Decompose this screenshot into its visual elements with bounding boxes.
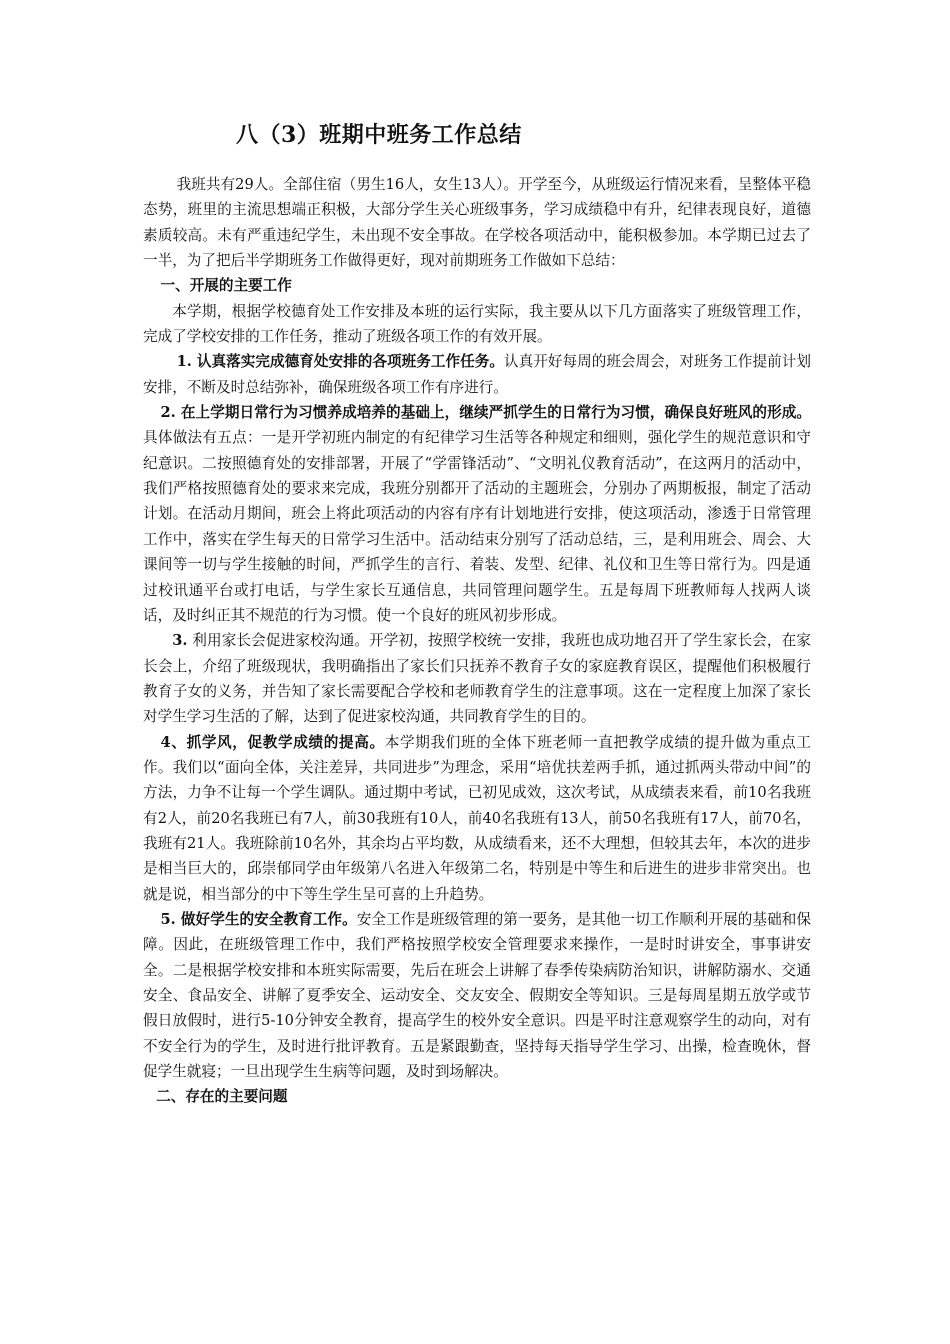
item-5-text: 安全工作是班级管理的第一要务，是其他一切工作顺利开展的基础和保障。因此，在班级管理工作中，我们严格按照学校安全管理要求来操作，一是时时讲安全，事事讲安全。二是根据学校安排和本班实际需要，先后在班会上讲解了春季传染病防治知识，讲解防溺水、交通安全、食品安全、讲解了夏季安全、运动安全、交友安全、假期安全等知识。三是每周星期五放学或节假日放假时，进行5-10分钟安全教育，提高学生的校外安全意识。四是平时注意观察学生的动向，对有不安全行为的学生，及时进行批评教育。五是紧跟勤查，坚持每天指导学生学习、出操，检查晚休，督促学生就寝；一旦出现学生生病等问题，及时到场解决。 <box>143 910 811 1081</box>
intro-paragraph: 我班共有29人。全部住宿（男生16人，女生13人）。开学至今，从班级运行情况来看，呈整体平稳态势，班里的主流思想端正积极，大部分学生关心班级事务，学习成绩稳中有升，纪律表现良好，道德素质较高。未有严重违纪学生，未出现不安全事故。在学校各项活动中，能积极参加。本学期已过去了一半，为了把后半学期班务工作做得更好，现对前期班务工作做如下总结： <box>143 176 811 270</box>
item-2-text: 具体做法有五点：一是开学初班内制定的有纪律学习生活等各种规定和细则，强化学生的规范意识和守纪意识。二按照德育处的安排部署，开展了“学雷锋活动”、“文明礼仪教育活动”，在这两月的活动中，我们严格按照德育处的要求来完成，我班分别都开了活动的主题班会，分别办了两期板报，制定了活动计划。在活动月期间，班会上将此项活动的内容有序有计划地进行安排，使这项活动，渗透于日常管理工作中，落实在学生每天的日常学习生活中。活动结束分别写了活动总结，三，是利用班会、周会、大课间等一切与学生接触的时间，严抓学生的言行、着装、发型、纪律、礼仪和卫生等日常行为。四是通过校讯通平台或打电话，与学生家长互通信息，共同管理问题学生。五是每周下班教师每人找两人谈话，及时纠正其不规范的行为习惯。使一个良好的班风初步形成。 <box>143 429 811 624</box>
item-3-text: 利用家长会促进家校沟通。开学初，按照学校统一安排，我班也成功地召开了学生家长会，在家长会上，介绍了班级现状，我明确指出了家长们只抚养不教育子女的家庭教育误区，提醒他们积极履行教育子女的义务，并告知了家长需要配合学校和老师教育学生的注意事项。这在一定程度上加深了家长对学生学习生活的了解，达到了促进家校沟通，共同教育学生的目的。 <box>143 632 811 726</box>
item-2-paragraph <box>143 400 811 628</box>
item-4-paragraph <box>143 730 811 907</box>
item-2-lead: 2. 在上学期日常行为习惯养成培养的基础上，继续严抓学生的日常行为习惯，确保良好班风的形成。 <box>160 404 811 422</box>
item-1-text: 认真开好每周的班会周会，对班务工作提前计划安排，不断及时总结弥补，确保班级各项工作有序进行。 <box>143 353 811 396</box>
item-3-lead: 3. <box>172 632 188 650</box>
item-4-lead: 4、抓学风，促教学成绩的提高。 <box>160 733 385 751</box>
item-1-paragraph <box>143 349 811 400</box>
section-heading-main-work: 一、开展的主要工作 <box>160 277 292 295</box>
section1-intro-paragraph: 本学期，根据学校德育处工作安排及本班的运行实际，我主要从以下几方面落实了班级管理工作，完成了学校安排的工作任务，推动了班级各项工作的有效开展。 <box>143 302 811 346</box>
item-5-lead: 5. 做好学生的安全教育工作。 <box>160 910 357 928</box>
item-3-paragraph <box>143 628 811 729</box>
item-5-paragraph <box>143 907 811 1084</box>
item-1-lead: 1. 认真落实完成德育处安排的各项班务工作任务。 <box>176 353 504 371</box>
section-heading-problems: 二、存在的主要问题 <box>156 1088 288 1106</box>
document-body <box>143 172 811 1110</box>
document-title: 八（3）班期中班务工作总结 <box>236 122 522 148</box>
item-4-text: 本学期我们班的全体下班老师一直把教学成绩的提升做为重点工作。我们以“面向全体，关注差异，共同进步”为理念，采用“培优扶差两手抓，通过抓两头带动中间”的方法，力争不让每一个学生调队。通过期中考试，已初见成效，这次考试，从成绩表来看，前10名我班有2人，前20名我班已有7人，前30我班有10人，前40名我班有13人，前50名我班有17人，前70名，我班有21人。我班除前10名外，其余均占平均数，从成绩看来，还不大理想，但较其去年，本次的进步是相当巨大的，邱崇郁同学由年级第八名进入年级第二名，特别是中等生和后进生的进步非常突出。也就是说，相当部分的中下等生学生呈可喜的上升趋势。 <box>143 733 811 903</box>
